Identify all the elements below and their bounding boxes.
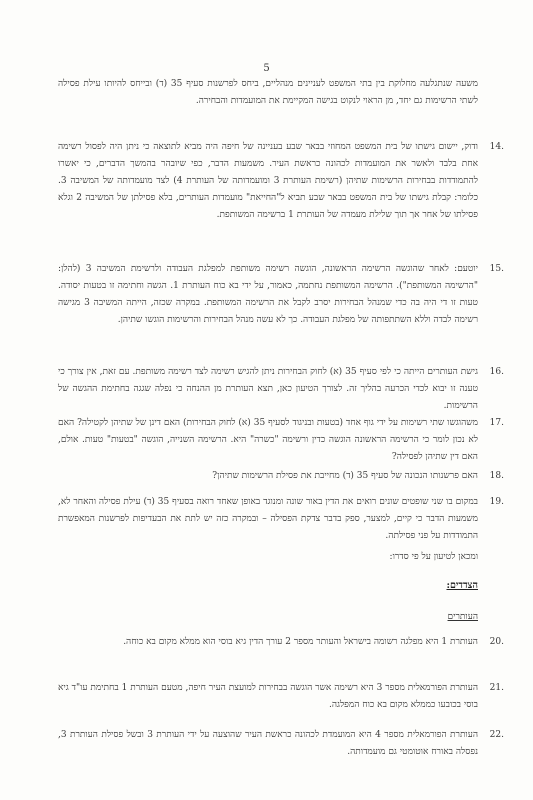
numbered-paragraph	[58, 364, 504, 415]
party-paragraph	[58, 727, 504, 761]
paragraph-text: העותרת הפורמאלית מספר 3 היא רשימה אשר הוגשה בבחירות למועצת העיר חיפה, מטעם העותרת 1 בחתימת עו"ד גיא בוסי בכובעו כממלא מקום בא כוח המפלגה.	[58, 683, 478, 710]
paragraph-text: האם פרשנותו הנכונה של סעיף 35 (ד) מחייבת את פסילת הרשימות שתיהן?	[212, 471, 478, 481]
paragraph-text: משהוגשו שתי רשימות על ידי גוף אחד (בטעות ובניגוד לסעיף 35 (א) לחוק הבחירות) האם דינן של שתיהן לקטילה? האם לא נכון לומר כי הרשימה הראשונה הוגשה כדין ורשימה "כשרה" היא. הרשימה השנייה, הוגשה "בטעות" טעות. אולם, האם דין שתיהן לפסילה?	[58, 418, 478, 462]
sub-heading: העותרים	[447, 612, 478, 622]
numbered-paragraph	[58, 494, 504, 545]
paragraph-text: גישת העותרים הייתה כי לפי סעיף 35 (א) לחוק הבחירות ניתן להגיש רשימה לצד רשימה משותפת. עם זאת, אין צורך כי טענה זו יבוא לכדי הכרעה בהליך זה. לצורך הטיעון כאן, תצא העותרת מן ההנחה כי נפלה שגגה בחתימת ההגשה של הרשימות.	[58, 367, 478, 411]
paragraph-text: יוטעם: לאחר שהוגשה הרשימה הראשונה, הוגשה רשימה משותפת למפלגת העבודה ולרשימת המשיבה 3 (להלן: "הרשימה המשותפת"). הרשימה המשותפת נחתמה, כאמור, על ידי בא כוח העותרת 1. הגשה וחתימה זו בטעות יסודה. טעות זו די היה בה כדי שמנהל הבחירות יסרב לקבל את הרשימה המשותפת. במקרה שכזה, הייתה המשיבה 3 מגישה רשימה לבדה וללא השתתפותה של מפלגת העבודה. כך לא עשה מנהל הבחירות והרשימות הוגשו שתיהן.	[58, 264, 478, 325]
paragraph-number: 18.	[489, 471, 504, 481]
numbered-paragraph	[58, 261, 504, 329]
section-heading: הצדדים:	[446, 580, 478, 591]
page-number: 5	[263, 63, 270, 74]
paragraph-text: ודוק, יישום גישתו של בית המשפט המחוזי בבאר שבע בעניינה של חיפה היה מביא לתוצאה כי ניתן היה לפסול רשימה אחת בלבד ולאשר את המועמדות לכהונה כראשת העיר. משמעות הדבר, כפי שיובהר בהמשך הדברים, כי יאשרו להתמודדות בבחירות הרשימות שתיהן (רשימת העותרת 3 ומועמדותה של העותרת 4) לצד מועמדותה של המשיבה 3. כלומר: קבלת גישתו של בית המשפט בבאר שבע תביא ל"החייאת" מועמדות העותרים, בלא פסילתן של המשיבה 2 וגלא פסילתו של אחר אך תוך שלילת מעמדה של העותרת 1 ברשימה המשותפת.	[58, 142, 478, 220]
intro-paragraph: משעה שנתגלעה מחלוקת בין בתי המשפט לעניינים מנהליים, ביחס לפרשנות סעיף 35 (ד) ובייחס להיותו עילת פסילה לשתי הרשימות גם יחד, מן הראוי לנקוט בגישה המקיימת את המועמדות והבחירה.	[58, 79, 478, 106]
paragraph-number: 19.	[489, 497, 504, 507]
paragraph-text: במקום בו שני שופטים שונים רואים את הדין באור שונה ומנוגד באופן שאחד רואה בסעיף 35 (ד) עילת פסילה והאחר לא, משמעות הדבר כי קיים, למצער, ספק בדבר צדקת הפסילה – ובמקרה כזה יש לתת את הבעדיפות לפרשנות המאפשרת התמודדות על פני פסילתה.	[58, 497, 478, 541]
paragraph-number: 21.	[489, 683, 504, 693]
paragraph-text: העותרת הפורמאלית מספר 4 היא המועמדת לכהונה כראשת העיר שהוצעה על ידי העותרת 3 ובשל פסילת העותרת 3, נפסלה באורח אוטומטי גם מועמדותה.	[58, 730, 479, 757]
paragraph-number: 20.	[489, 637, 504, 647]
party-paragraph	[58, 634, 504, 651]
paragraph-number: 16.	[489, 367, 504, 377]
numbered-paragraph	[58, 468, 504, 485]
paragraph-number: 17.	[489, 418, 504, 428]
numbered-paragraph	[58, 415, 504, 466]
paragraph-text: העותרת 1 היא מפלגה רשומה בישראל והעותר מספר 2 עורך הדין גיא בוסי הוא ממלא מקום בא כוחה.	[123, 637, 478, 647]
paragraph-number: 15.	[489, 264, 504, 274]
closing-line: ומכאן לטיעון על פי סדרו:	[389, 552, 478, 562]
paragraph-number: 14.	[489, 142, 504, 152]
paragraph-number: 22.	[489, 730, 504, 740]
numbered-paragraph	[58, 139, 504, 224]
party-paragraph	[58, 680, 504, 714]
